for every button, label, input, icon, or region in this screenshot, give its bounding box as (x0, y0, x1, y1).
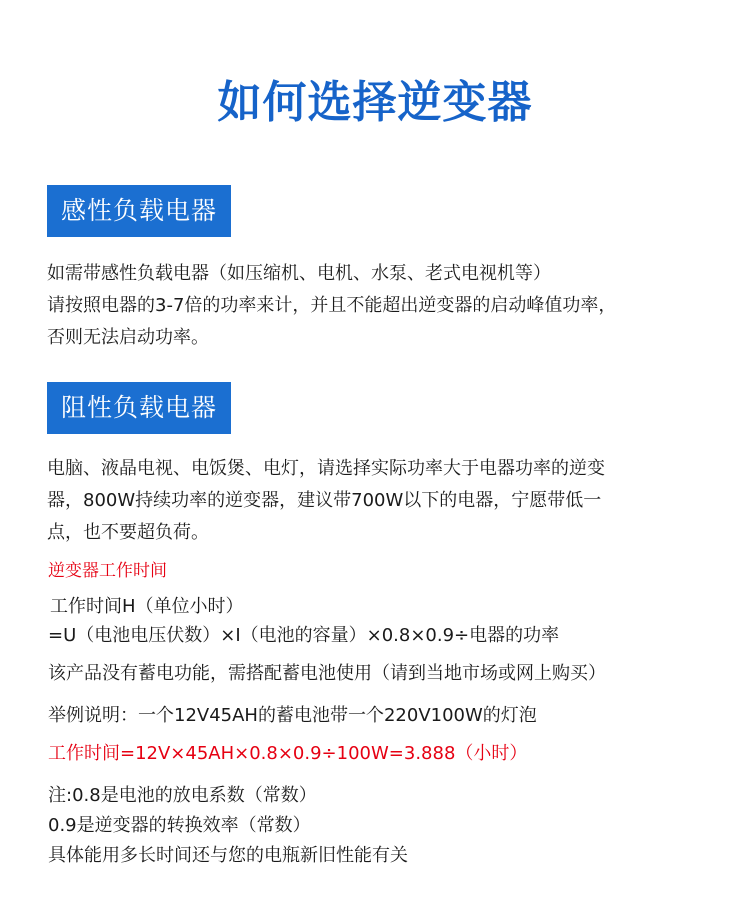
resistive-line: 器，800W持续功率的逆变器，建议带700W以下的电器，宁愿带低一 (47, 490, 602, 511)
note-line: 具体能用多长时间还与您的电瓶新旧性能有关 (48, 845, 408, 866)
inductive-line: 如需带感性负载电器（如压缩机、电机、水泵、老式电视机等） (47, 263, 551, 284)
inductive-line: 否则无法启动功率。 (47, 327, 209, 348)
resistive-line: 点，也不要超负荷。 (47, 522, 209, 543)
section-heading-resistive: 阻性负载电器 (47, 382, 231, 434)
section-heading-inductive: 感性负载电器 (47, 185, 231, 237)
inductive-line: 请按照电器的3-7倍的功率来计，并且不能超出逆变器的启动峰值功率， (47, 295, 617, 316)
resistive-paragraph (47, 453, 727, 549)
formula: =U（电池电压伏数）×I（电池的容量）×0.8×0.9÷电器的功率 (48, 625, 560, 646)
runtime-heading: 逆变器工作时间 (48, 561, 167, 581)
inductive-paragraph (47, 258, 727, 354)
no-battery-note: 该产品没有蓄电功能，需搭配蓄电池使用（请到当地市场或网上购买） (48, 663, 606, 684)
resistive-line: 电脑、液晶电视、电饭煲、电灯，请选择实际功率大于电器功率的逆变 (47, 458, 605, 479)
formula-label: 工作时间H（单位小时） (50, 596, 244, 617)
note-line: 0.9是逆变器的转换效率（常数） (48, 815, 311, 836)
note-line: 注:0.8是电池的放电系数（常数） (48, 785, 317, 806)
example-text: 举例说明：一个12V45AH的蓄电池带一个220V100W的灯泡 (48, 705, 537, 726)
page-title: 如何选择逆变器 (217, 77, 533, 128)
example-result: 工作时间=12V×45AH×0.8×0.9÷100W=3.888（小时） (48, 743, 528, 764)
